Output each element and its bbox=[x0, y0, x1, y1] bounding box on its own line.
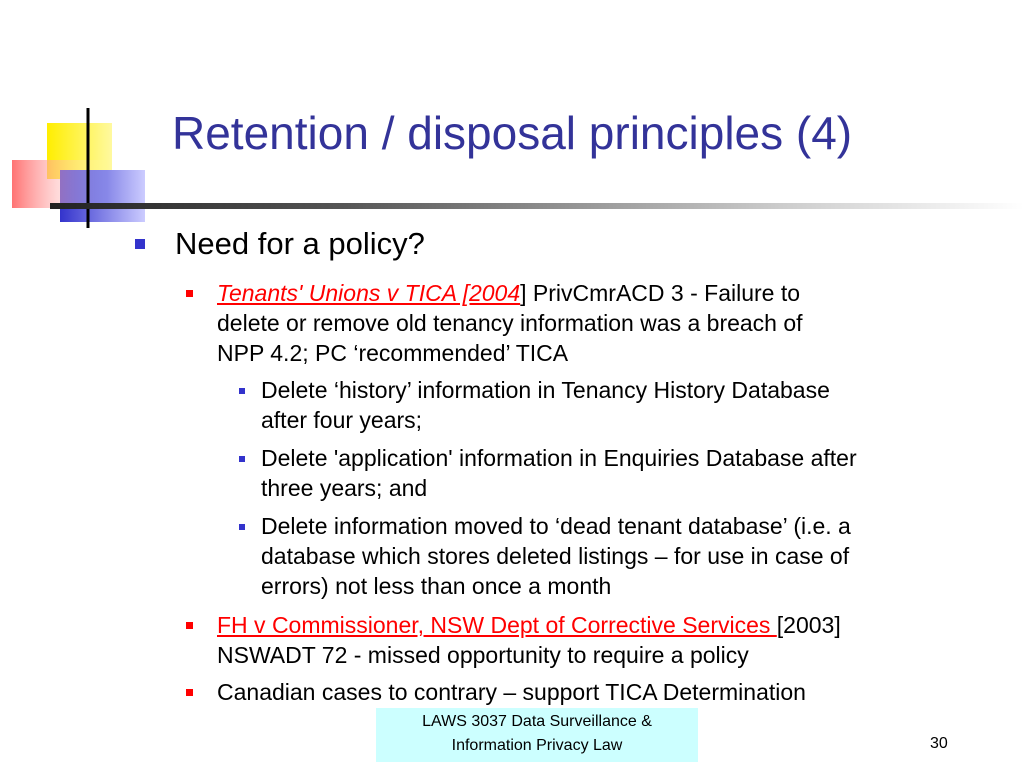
bullet-text: [2003] bbox=[776, 612, 841, 638]
square-bullet-icon bbox=[239, 388, 245, 394]
bullet-text: Canadian cases to contrary – support TICA Determination bbox=[217, 679, 806, 705]
footer-course-line: Information Privacy Law bbox=[451, 737, 623, 754]
square-bullet-icon bbox=[135, 239, 145, 249]
bullet-text: NSWADT 72 - missed opportunity to require a policy bbox=[217, 642, 749, 668]
footer-course-box bbox=[376, 708, 698, 762]
bullet-text: three years; and bbox=[261, 475, 428, 501]
bullet-text: ] PrivCmrACD 3 - Failure to bbox=[520, 280, 801, 306]
square-bullet-icon bbox=[239, 524, 245, 530]
bullet-level1 bbox=[175, 226, 425, 262]
title-divider bbox=[50, 203, 1024, 209]
bullet-text: Delete information moved to ‘dead tenant database’ (i.e. a bbox=[261, 513, 851, 539]
bullet-text: errors) not less than once a month bbox=[261, 573, 612, 599]
bullet-canadian-cases bbox=[217, 677, 1007, 707]
square-bullet-icon bbox=[186, 622, 193, 629]
bullet-text: NPP 4.2; PC ‘recommended’ TICA bbox=[217, 340, 569, 366]
square-bullet-icon bbox=[186, 689, 193, 696]
sub-bullet-application bbox=[261, 443, 1011, 503]
footer-course-line: LAWS 3037 Data Surveillance & bbox=[422, 713, 652, 730]
sub-bullet-dead-tenant bbox=[261, 511, 1011, 601]
case-link-tica[interactable]: Tenants' Unions v TICA [2004 bbox=[217, 280, 521, 306]
bullet-text: Delete ‘history’ information in Tenancy History Database bbox=[261, 377, 830, 403]
bullet-text: after four years; bbox=[261, 407, 423, 433]
page-number: 30 bbox=[930, 735, 948, 752]
square-bullet-icon bbox=[239, 456, 245, 462]
bullet-text: delete or remove old tenancy information was a breach of bbox=[217, 310, 803, 336]
slide-title: Retention / disposal principles (4) bbox=[172, 107, 853, 159]
sub-bullet-history bbox=[261, 375, 1011, 435]
bullet-text: Delete 'application' information in Enquiries Database after bbox=[261, 445, 857, 471]
case-link-fh[interactable]: FH v Commissioner, NSW Dept of Corrective Services bbox=[217, 612, 777, 638]
bullet-case-fh bbox=[217, 610, 1007, 670]
bullet-text: database which stores deleted listings – for use in case of bbox=[261, 543, 850, 569]
square-bullet-icon bbox=[186, 290, 193, 297]
bullet-case-tica bbox=[217, 278, 1007, 368]
bullet-text: Need for a policy? bbox=[175, 226, 425, 261]
